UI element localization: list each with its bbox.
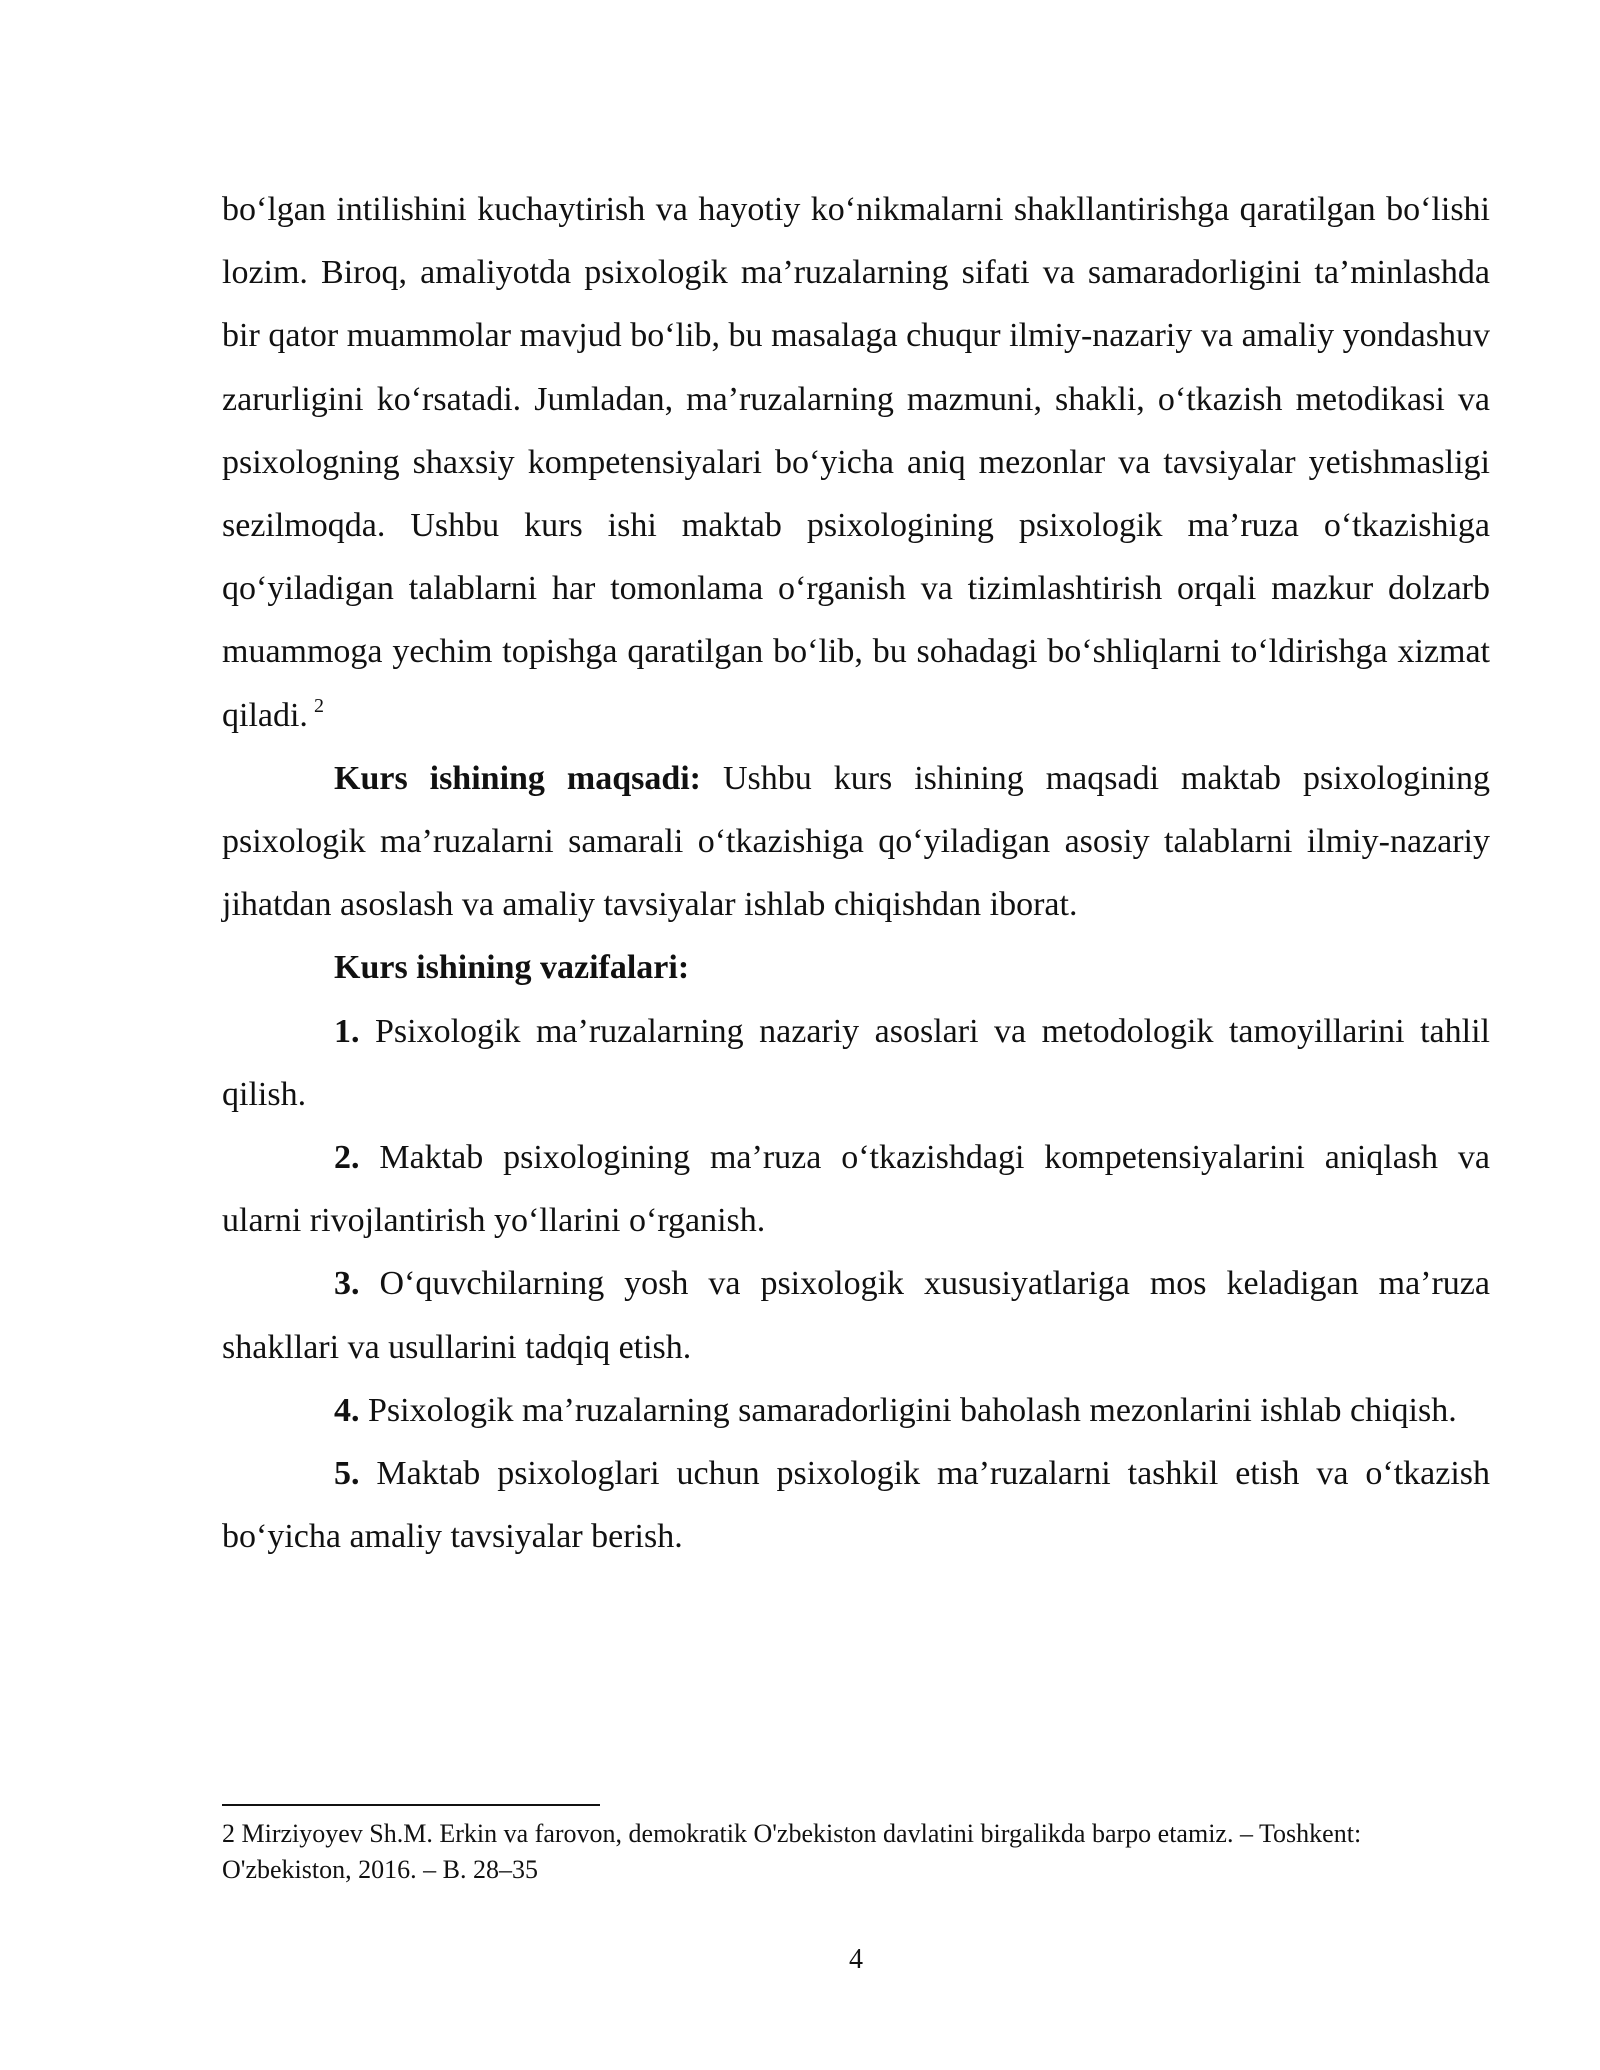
goal-paragraph bbox=[222, 747, 1490, 937]
intro-paragraph bbox=[222, 178, 1490, 747]
page-number: 4 bbox=[849, 1944, 863, 1975]
task-number: 4. bbox=[334, 1391, 360, 1429]
footnote-divider bbox=[222, 1804, 600, 1806]
footnote-reference: 2 bbox=[313, 694, 324, 717]
body-text bbox=[222, 178, 1490, 1568]
goal-label: Kurs ishining maqsadi: bbox=[334, 759, 702, 797]
task-text: Maktab psixologlari uchun psixologik ma’ruzalarni tashkil etish va o‘tkazish bo‘yicha amaliy tavsiyalar berish. bbox=[222, 1455, 1490, 1556]
task-number: 1. bbox=[334, 1012, 360, 1050]
task-text: Maktab psixologining ma’ruza o‘tkazishdagi kompetensiyalarini aniqlash va ularni rivojlantirish yo‘llarini o‘rganish. bbox=[222, 1139, 1490, 1240]
task-text: O‘quvchilarning yosh va psixologik xususiyatlariga mos keladigan ma’ruza shakllari va usullarini tadqiq etish. bbox=[222, 1265, 1490, 1366]
task-item bbox=[222, 1000, 1490, 1126]
task-text: Psixologik ma’ruzalarning samaradorligini baholash mezonlarini ishlab chiqish. bbox=[359, 1391, 1457, 1429]
task-number: 3. bbox=[334, 1265, 360, 1303]
task-item bbox=[222, 1126, 1490, 1252]
footnote: 2 Mirziyoyev Sh.M. Erkin va farovon, demokratik O'zbekiston davlatini birgalikda barpo etamiz. – Toshkent: O'zbekiston, 2016. – B. 28–35 bbox=[222, 1819, 1362, 1884]
task-number: 2. bbox=[334, 1139, 360, 1177]
task-text: Psixologik ma’ruzalarning nazariy asoslari va metodologik tamoyillarini tahlil qilish. bbox=[222, 1012, 1490, 1113]
intro-paragraph-text: bo‘lgan intilishini kuchaytirish va hayotiy ko‘nikmalarni shakllantirishga qaratilgan bo‘lishi lozim. Biroq, amaliyotda psixologik ma’ruzalarning sifati va samaradorligini ta’minlashda bir qator muammolar mavjud bo‘lib, bu masalaga chuqur ilmiy-nazariy va amaliy yondashuv zarurligini ko‘rsatadi. Jumladan, ma’ruzalarning mazmuni, shakli, o‘tkazish metodikasi va psixologning shaxsiy kompetensiyalari bo‘yicha aniq mezonlar va tavsiyalar yetishmasligi sezilmoqda. Ushbu kurs ishi maktab psixologining psixologik ma’ruza o‘tkazishiga qo‘yiladigan talablarni har tomonlama o‘rganish va tizimlashtirish orqali mazkur dolzarb muammoga yechim topishga qaratilgan bo‘lib, bu sohadagi bo‘shliqlarni to‘ldirishga xizmat qiladi. bbox=[222, 191, 1490, 734]
task-item bbox=[222, 1379, 1490, 1442]
task-number: 5. bbox=[334, 1455, 360, 1493]
goal-text: Ushbu kurs ishining maqsadi maktab psixologining psixologik ma’ruzalarni samarali o‘tkazishiga qo‘yiladigan asosiy talablarni ilmiy-nazariy jihatdan asoslash va amaliy tavsiyalar ishlab chiqishdan iborat. bbox=[222, 759, 1490, 924]
task-item bbox=[222, 1442, 1490, 1568]
task-item bbox=[222, 1252, 1490, 1378]
tasks-heading: Kurs ishining vazifalari: bbox=[334, 949, 690, 987]
